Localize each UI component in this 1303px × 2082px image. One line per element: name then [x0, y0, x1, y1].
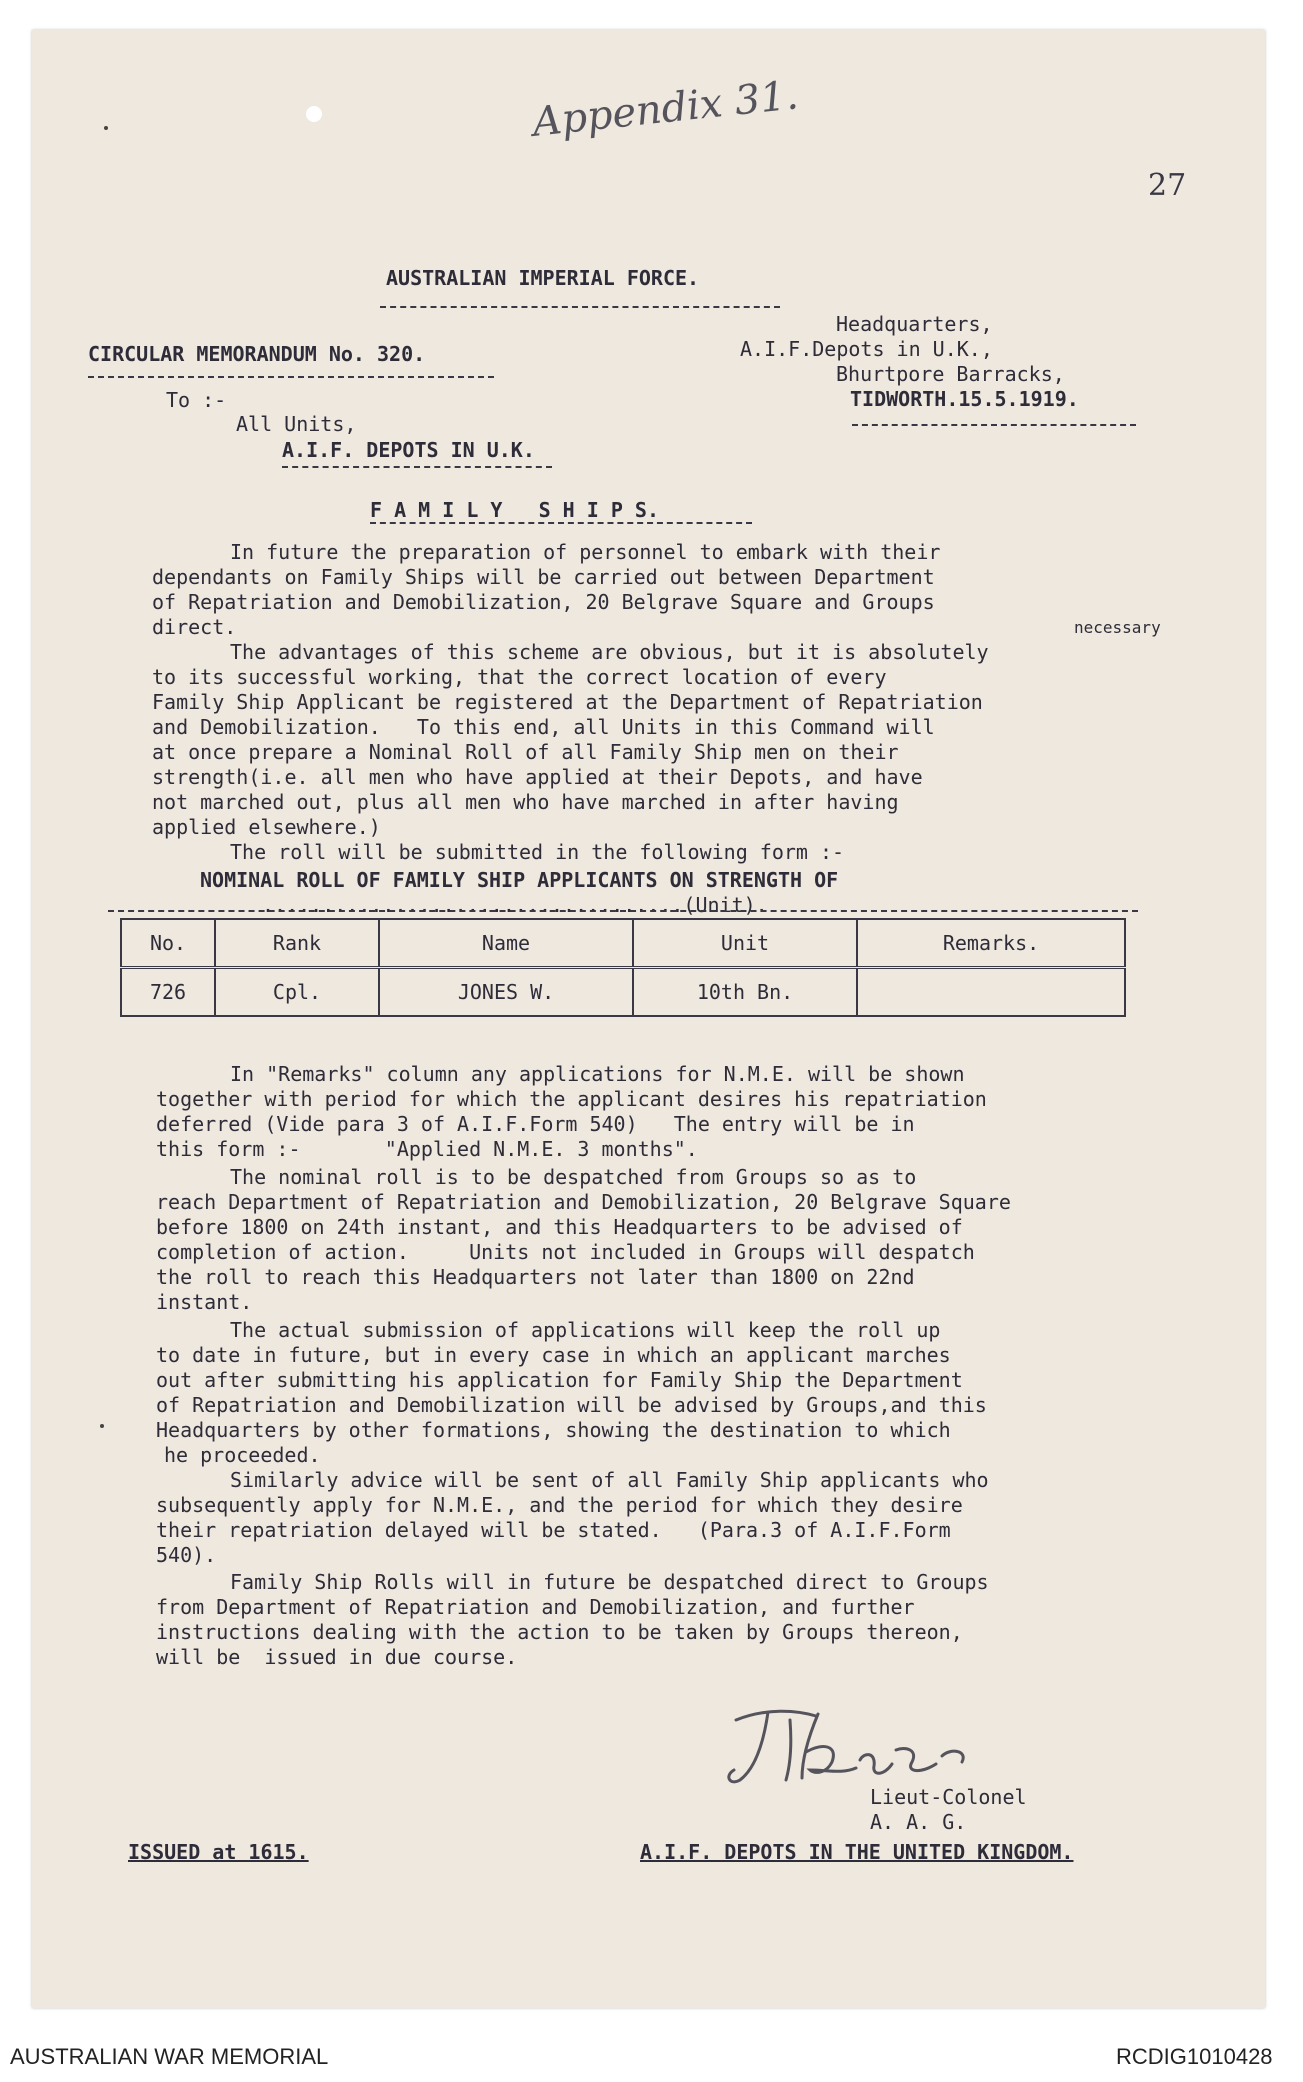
body-line: subsequently apply for N.M.E., and the period for which they desire — [156, 1493, 963, 1517]
inserted-word: necessary — [1074, 618, 1161, 637]
appendix-annotation: Appendix 31. — [530, 72, 801, 146]
body-line: Family Ship Applicant be registered at the Department of Repatriation — [152, 690, 983, 714]
col-rank: Rank — [215, 919, 379, 968]
col-name: Name — [379, 919, 633, 968]
issued-time: ISSUED at 1615. — [128, 1840, 309, 1864]
body-line: their repatriation delayed will be stated. (Para.3 of A.I.F.Form — [156, 1518, 951, 1542]
body-line: strength(i.e. all men who have applied at their Depots, and have — [152, 765, 923, 789]
table-top-rule — [108, 910, 1138, 912]
body-line: and Demobilization. To this end, all Units in this Command will — [152, 715, 935, 739]
signature — [706, 1690, 996, 1800]
table-row — [121, 968, 1125, 1017]
body-line: will be issued in due course. — [156, 1645, 518, 1669]
hq-line: Bhurtpore Barracks, — [836, 362, 1065, 386]
body-line: Family Ship Rolls will in future be despatched direct to Groups — [230, 1570, 989, 1594]
nominal-roll-table — [120, 918, 1126, 1017]
footer-right: RCDIG1010428 — [1116, 2044, 1273, 2069]
body-line: instructions dealing with the action to be taken by Groups thereon, — [156, 1620, 963, 1644]
cell-unit: 10th Bn. — [633, 968, 857, 1017]
addressee: A.I.F. DEPOTS IN U.K. — [282, 438, 535, 462]
cell-rank: Cpl. — [215, 968, 379, 1017]
body-line: The roll will be submitted in the following form :- — [230, 840, 845, 864]
body-line: instant. — [156, 1290, 253, 1314]
body-line: the roll to reach this Headquarters not later than 1800 on 22nd — [156, 1265, 915, 1289]
ink-speck — [104, 126, 108, 130]
cell-remarks — [857, 968, 1125, 1017]
hq-line: A.I.F.Depots in U.K., — [740, 337, 993, 361]
body-line: reach Department of Repatriation and Demobilization, 20 Belgrave Square — [156, 1190, 1011, 1214]
signatory-unit: A.I.F. DEPOTS IN THE UNITED KINGDOM. — [640, 1840, 1074, 1864]
document-page — [32, 30, 1265, 2008]
body-line: this form :- "Applied N.M.E. 3 months". — [156, 1137, 698, 1161]
col-unit: Unit — [633, 919, 857, 968]
body-line: direct. — [152, 615, 237, 639]
body-line: out after submitting his application for Family Ship the Department — [156, 1368, 963, 1392]
body-line: to its successful working, that the correct location of every — [152, 665, 887, 689]
body-line: Similarly advice will be sent of all Family Ship applicants who — [230, 1468, 989, 1492]
body-line: he proceeded. — [164, 1443, 321, 1467]
col-no: No. — [121, 919, 215, 968]
subject-underline — [370, 522, 752, 524]
body-line: together with period for which the applicant desires his repatriation — [156, 1087, 987, 1111]
page-number: 27 — [1148, 168, 1187, 203]
punch-hole — [306, 106, 322, 122]
hq-underline — [852, 424, 1136, 426]
hq-line: Headquarters, — [836, 312, 993, 336]
addressee: All Units, — [236, 412, 357, 436]
body-line: 540). — [156, 1543, 217, 1567]
body-line: from Department of Repatriation and Demobilization, and further — [156, 1595, 915, 1619]
footer-left: AUSTRALIAN WAR MEMORIAL — [10, 2044, 329, 2069]
body-line: before 1800 on 24th instant, and this Headquarters to be advised of — [156, 1215, 963, 1239]
body-line: The advantages of this scheme are obvious, but it is absolutely — [230, 640, 989, 664]
to-label: To :- — [166, 388, 227, 412]
body-line: to date in future, but in every case in which an applicant marches — [156, 1343, 951, 1367]
ink-speck — [100, 1424, 104, 1428]
body-line: deferred (Vide para 3 of A.I.F.Form 540) The entry will be in — [156, 1112, 915, 1136]
document-heading: AUSTRALIAN IMPERIAL FORCE. — [386, 266, 700, 290]
hq-date: TIDWORTH.15.5.1919. — [850, 387, 1079, 411]
col-remarks: Remarks. — [857, 919, 1125, 968]
signatory-title: A. A. G. — [870, 1810, 967, 1834]
cell-name: JONES W. — [379, 968, 633, 1017]
body-line: of Repatriation and Demobilization will be advised by Groups,and this — [156, 1393, 987, 1417]
body-line: dependants on Family Ships will be carried out between Department — [152, 565, 935, 589]
roll-heading-unit: ...................................(Unit). — [262, 893, 768, 917]
body-line: at once prepare a Nominal Roll of all Family Ship men on their — [152, 740, 899, 764]
heading-underline — [380, 306, 780, 308]
cell-no: 726 — [121, 968, 215, 1017]
signature-text: JHKing — [706, 1690, 710, 1691]
roll-heading: NOMINAL ROLL OF FAMILY SHIP APPLICANTS ON STRENGTH OF — [200, 868, 839, 892]
body-line: The nominal roll is to be despatched from Groups so as to — [230, 1165, 917, 1189]
memo-underline — [88, 376, 494, 378]
subject: F A M I L Y S H I P S. — [370, 498, 659, 522]
table-header-row — [121, 919, 1125, 968]
body-line: applied elsewhere.) — [152, 815, 381, 839]
addressee-underline — [282, 466, 552, 468]
body-line: completion of action. Units not included in Groups will despatch — [156, 1240, 975, 1264]
body-line: The actual submission of applications will keep the roll up — [230, 1318, 941, 1342]
body-line: of Repatriation and Demobilization, 20 Belgrave Square and Groups — [152, 590, 935, 614]
body-line: In "Remarks" column any applications for N.M.E. will be shown — [230, 1062, 965, 1086]
body-line: not marched out, plus all men who have marched in after having — [152, 790, 899, 814]
signatory-rank: Lieut-Colonel — [870, 1785, 1027, 1809]
body-line: Headquarters by other formations, showing the destination to which — [156, 1418, 951, 1442]
body-line: In future the preparation of personnel to embark with their — [230, 540, 941, 564]
memo-number: CIRCULAR MEMORANDUM No. 320. — [88, 342, 426, 366]
